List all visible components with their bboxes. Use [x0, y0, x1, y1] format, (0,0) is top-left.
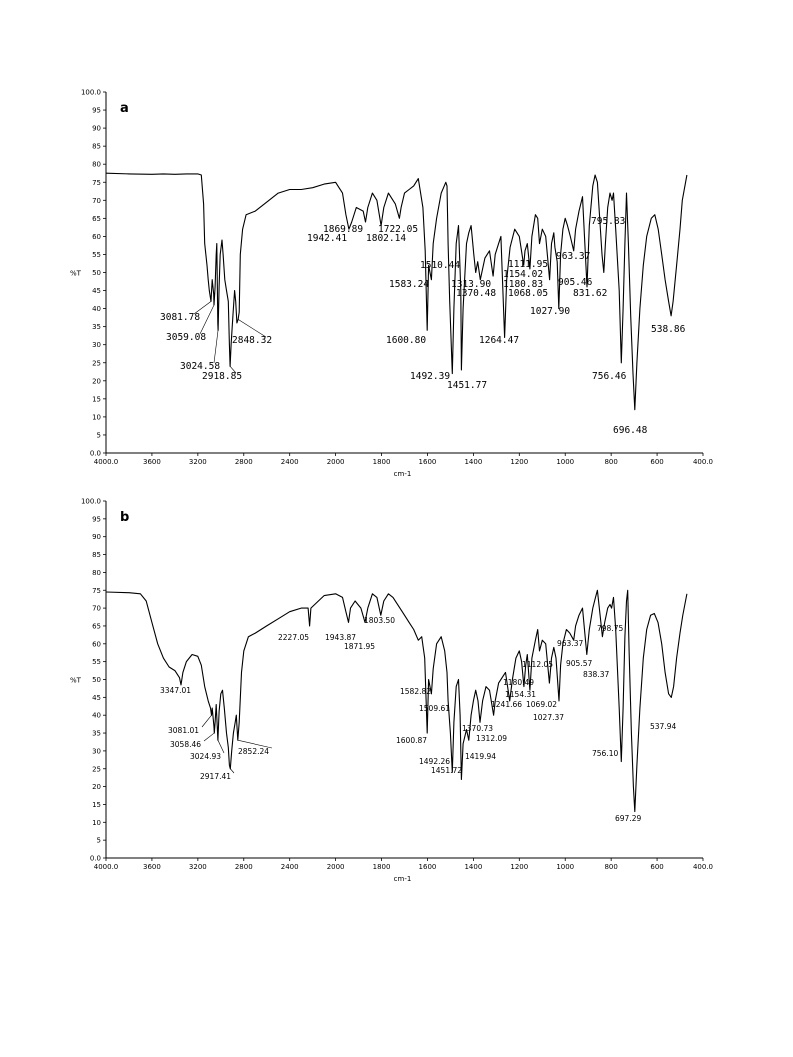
- peak-annotation: 1112.05: [522, 660, 554, 669]
- y-tick-label: 100.0: [80, 88, 101, 97]
- y-tick-label: 0.0: [89, 854, 101, 863]
- y-tick-label: 55: [92, 658, 101, 667]
- peak-annotation: 696.48: [613, 425, 648, 436]
- peak-annotation: 3059.08: [166, 332, 207, 343]
- x-tick-label: 4000.0: [93, 863, 119, 871]
- x-tick-label: 1200: [510, 458, 529, 466]
- y-tick-label: 40: [92, 305, 101, 314]
- x-tick-label: 3600: [143, 458, 161, 466]
- x-tick-label: 4000.0: [93, 458, 119, 466]
- peak-annotation: 1492.26: [419, 757, 451, 766]
- peak-annotation: 1027.37: [533, 713, 565, 722]
- x-axis-label: cm-1: [393, 470, 412, 478]
- peak-annotation: 2848.32: [232, 335, 273, 346]
- y-tick-label: 45: [92, 287, 101, 296]
- peak-annotation: 963.37: [556, 251, 591, 262]
- y-tick-label: 35: [92, 323, 101, 332]
- panel-label: a: [120, 101, 129, 116]
- peak-annotation: 2917.41: [200, 772, 232, 781]
- peak-annotation: 1722.05: [378, 224, 419, 235]
- peak-annotation: 1419.94: [465, 752, 497, 761]
- y-tick-label: 15: [92, 395, 101, 404]
- x-tick-label: 1600: [418, 458, 437, 466]
- y-tick-label: 75: [92, 586, 101, 595]
- peak-annotation: 2918.85: [202, 371, 243, 382]
- x-tick-label: 800: [604, 863, 618, 871]
- y-tick-label: 55: [92, 250, 101, 259]
- peak-annotation: 798.75: [597, 624, 624, 633]
- y-tick-label: 50: [92, 269, 101, 277]
- peak-annotation: 1803.50: [364, 616, 396, 625]
- x-tick-label: 2400: [280, 458, 299, 466]
- x-tick-label: 1200: [510, 863, 529, 871]
- peak-annotation: 905.57: [566, 659, 593, 668]
- x-axis-label: cm-1: [393, 875, 412, 883]
- y-tick-label: 25: [92, 765, 101, 774]
- peak-annotation: 1510.44: [420, 260, 461, 271]
- peak-leader-line: [204, 733, 214, 741]
- x-tick-label: 1400: [464, 863, 483, 871]
- peak-annotation: 905.46: [558, 277, 593, 288]
- peak-annotation: 3081.78: [160, 312, 201, 323]
- peak-annotation: 3081.01: [168, 726, 200, 735]
- peak-annotation: 1869.89: [323, 224, 364, 235]
- y-tick-label: 45: [92, 693, 101, 702]
- peak-annotation: 1942.41: [307, 233, 348, 244]
- y-tick-label: 5: [96, 836, 101, 845]
- x-tick-label: 400.0: [692, 458, 714, 466]
- y-tick-label: 60: [92, 232, 101, 241]
- y-tick-label: 50: [92, 676, 101, 684]
- y-tick-label: 80: [92, 568, 101, 577]
- x-tick-label: 1800: [372, 863, 391, 871]
- y-tick-label: 90: [92, 124, 101, 133]
- x-tick-label: 1800: [372, 458, 391, 466]
- y-tick-label: 70: [92, 604, 101, 613]
- x-tick-label: 2800: [234, 458, 253, 466]
- x-tick-label: 1400: [464, 458, 483, 466]
- y-tick-label: 85: [92, 551, 101, 560]
- peak-annotation: 1069.02: [526, 700, 558, 709]
- peak-annotation: 756.46: [592, 371, 627, 382]
- y-tick-label: 30: [92, 341, 101, 350]
- peak-annotation: 1871.95: [344, 642, 376, 651]
- peak-annotation: 1154.31: [505, 690, 537, 699]
- y-tick-label: 80: [92, 160, 101, 169]
- y-axis-label: %T: [70, 676, 81, 685]
- y-tick-label: 20: [92, 783, 101, 792]
- peak-leader-line: [214, 330, 218, 363]
- peak-annotation: 1241.66: [491, 700, 523, 709]
- peak-leader-line: [194, 301, 211, 314]
- peak-annotation: 1370.48: [456, 288, 497, 299]
- peak-annotation: 1451.72: [431, 766, 463, 775]
- y-tick-label: 10: [92, 413, 101, 422]
- peak-annotation: 3024.58: [180, 361, 221, 372]
- peak-annotation: 1451.77: [447, 380, 488, 391]
- ir-spectrum-panel-b: [0, 440, 793, 1000]
- x-tick-label: 800: [604, 458, 618, 466]
- y-tick-label: 65: [92, 214, 101, 223]
- peak-annotation: 1600.87: [396, 736, 428, 745]
- peak-annotation: 538.86: [651, 324, 686, 335]
- x-tick-label: 2800: [234, 863, 253, 871]
- peak-annotation: 2227.05: [278, 633, 310, 642]
- y-tick-label: 75: [92, 178, 101, 187]
- x-tick-label: 2000: [326, 863, 345, 871]
- y-tick-label: 100.0: [80, 497, 101, 506]
- x-tick-label: 600: [650, 458, 664, 466]
- peak-annotation: 1370.73: [462, 724, 494, 733]
- x-tick-label: 3200: [188, 458, 207, 466]
- x-tick-label: 2400: [280, 863, 299, 871]
- peak-annotation: 795.83: [591, 216, 626, 227]
- x-tick-label: 2000: [326, 458, 345, 466]
- y-tick-label: 70: [92, 196, 101, 205]
- y-tick-label: 25: [92, 359, 101, 368]
- peak-annotation: 831.62: [573, 288, 608, 299]
- y-axis-label: %T: [70, 269, 81, 278]
- y-tick-label: 5: [96, 431, 101, 440]
- peak-annotation: 1582.82: [400, 687, 432, 696]
- peak-annotation: 1264.47: [479, 335, 520, 346]
- x-tick-label: 400.0: [692, 863, 714, 871]
- peak-annotation: 3347.01: [160, 686, 192, 695]
- peak-annotation: 1600.80: [386, 335, 427, 346]
- y-tick-label: 20: [92, 377, 101, 386]
- peak-annotation: 1312.09: [476, 734, 508, 743]
- y-tick-label: 60: [92, 640, 101, 649]
- peak-annotation: 756.10: [592, 749, 619, 758]
- x-tick-label: 1000: [556, 863, 575, 871]
- x-tick-label: 3600: [143, 863, 161, 871]
- peak-leader-line: [200, 305, 214, 334]
- peak-annotation: 1492.39: [410, 371, 451, 382]
- peak-annotation: 3058.46: [170, 740, 202, 749]
- x-tick-label: 600: [650, 863, 664, 871]
- y-tick-label: 95: [92, 515, 101, 524]
- peak-annotation: 1180.49: [503, 678, 535, 687]
- y-tick-label: 85: [92, 142, 101, 151]
- x-tick-label: 3200: [188, 863, 207, 871]
- peak-annotation: 1111.95: [508, 259, 549, 270]
- peak-annotation: 1583.24: [389, 279, 430, 290]
- x-tick-label: 1600: [418, 863, 437, 871]
- peak-annotation: 1509.61: [419, 704, 451, 713]
- peak-annotation: 2852.24: [238, 747, 270, 756]
- y-tick-label: 30: [92, 747, 101, 756]
- y-tick-label: 10: [92, 818, 101, 827]
- y-tick-label: 15: [92, 800, 101, 809]
- peak-annotation: 1180.83: [503, 279, 544, 290]
- peak-annotation: 838.37: [583, 670, 610, 679]
- peak-annotation: 963.37: [557, 639, 584, 648]
- peak-annotation: 1154.02: [503, 269, 544, 280]
- spectrum-b-svg: [0, 440, 793, 1000]
- peak-leader-line: [202, 715, 212, 727]
- peak-annotation: 1943.87: [325, 633, 357, 642]
- peak-annotation: 537.94: [650, 722, 677, 731]
- panel-label: b: [120, 510, 130, 525]
- y-tick-label: 95: [92, 106, 101, 115]
- y-tick-label: 35: [92, 729, 101, 738]
- ir-spectrum-panel-a: [0, 0, 793, 500]
- peak-annotation: 1027.90: [530, 306, 571, 317]
- peak-annotation: 1802.14: [366, 233, 407, 244]
- peak-annotation: 1068.05: [508, 288, 549, 299]
- y-tick-label: 0.0: [89, 449, 101, 458]
- y-tick-label: 40: [92, 711, 101, 720]
- x-tick-label: 1000: [556, 458, 575, 466]
- y-tick-label: 90: [92, 533, 101, 542]
- peak-annotation: 3024.93: [190, 752, 222, 761]
- spectrum-a-svg: [0, 0, 793, 500]
- peak-annotation: 697.29: [615, 814, 642, 823]
- peak-annotation: 1313.90: [451, 279, 492, 290]
- y-tick-label: 65: [92, 622, 101, 631]
